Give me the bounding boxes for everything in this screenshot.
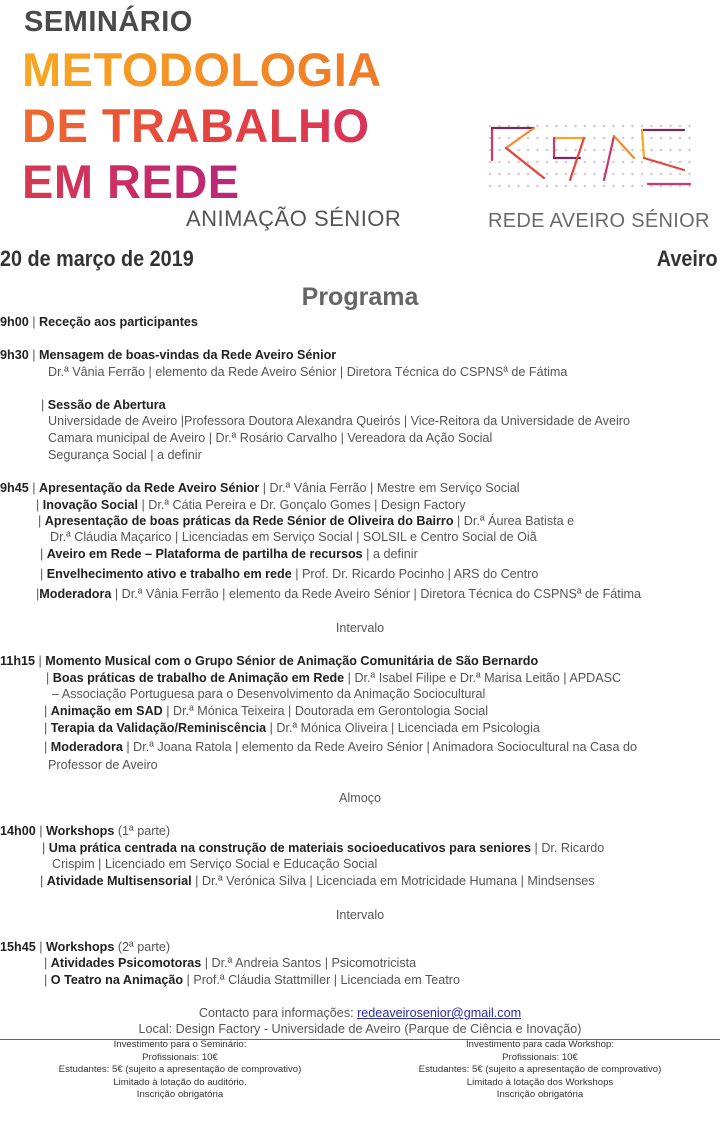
logo-dot: [565, 125, 568, 128]
logo-dot: [612, 149, 615, 152]
contact-email-link[interactable]: redeaveirosenior@gmail.com: [357, 1006, 522, 1020]
logo-dot: [527, 161, 530, 164]
workshop-investment: Investimento para cada Workshop: Profissionais: 10€ Estudantes: 5€ (sujeito a apresentação de comprovativo) Limitado à lotação dos Workshops Inscrição obrigatória: [418, 1039, 662, 1100]
rede-aveiro-logo-icon: [484, 118, 696, 194]
logo-dot: [584, 149, 587, 152]
program-line: | Envelhecimento ativo e trabalho em rede | Prof. Dr. Ricardo Pocinho | ARS do Centro: [40, 567, 539, 581]
logo-text: REDE AVEIRO SÉNIOR: [488, 210, 710, 232]
logo-dot: [546, 173, 549, 176]
program-line: | Apresentação de boas práticas da Rede Sénior de Oliveira do Bairro | Dr.ª Áurea Batista e: [38, 514, 575, 528]
break-label: Intervalo: [335, 908, 385, 922]
logo-dot: [536, 149, 539, 152]
logo-dot: [508, 137, 511, 140]
program-line: | Atividade Multisensorial | Dr.ª Verónica Silva | Licenciada em Motricidade Humana | Mindsenses: [40, 874, 595, 888]
program-line: Segurança Social | a definir: [48, 448, 202, 462]
program-line: 15h45 | Workshops (2ª parte): [0, 940, 171, 954]
logo-dot: [688, 149, 691, 152]
logo-dot: [603, 161, 606, 164]
logo-dot: [679, 125, 682, 128]
logo-dot: [498, 173, 501, 176]
program-line: Camara municipal de Aveiro | Dr.ª Rosário Carvalho | Vereadora da Ação Social: [48, 431, 493, 445]
logo-dot: [546, 161, 549, 164]
logo-dot: [669, 173, 672, 176]
logo-dot: [631, 161, 634, 164]
logo-dot: [536, 161, 539, 164]
logo-dot: [565, 185, 568, 188]
logo-dot: [489, 161, 492, 164]
logo-dot: [679, 173, 682, 176]
logo-dot: [660, 149, 663, 152]
logo-dot: [527, 173, 530, 176]
logo-dot: [679, 161, 682, 164]
logo-dot: [593, 125, 596, 128]
logo-dot: [641, 185, 644, 188]
logo-dot: [555, 185, 558, 188]
program-line: 11h15 | Momento Musical com o Grupo Sénior de Animação Comunitária de São Bernardo: [0, 654, 539, 668]
logo-dot: [498, 137, 501, 140]
logo-dot: [593, 173, 596, 176]
logo-dot: [622, 137, 625, 140]
logo-dot: [603, 185, 606, 188]
program-line: | Terapia da Validação/Reminiscência | Dr.ª Mónica Oliveira | Licenciada em Psicologia: [44, 721, 540, 735]
logo-dot: [612, 161, 615, 164]
logo-dot: [593, 137, 596, 140]
logo-dot: [555, 149, 558, 152]
logo-dot: [688, 173, 691, 176]
title-line-2: DE TRABALHO: [22, 99, 370, 152]
logo-dot: [527, 185, 530, 188]
logo-dot: [555, 173, 558, 176]
logo-dot: [669, 149, 672, 152]
seminar-label: SEMINÁRIO: [24, 6, 193, 38]
venue-line: Local: Design Factory - Universidade de Aveiro (Parque de Ciência e Inovação): [138, 1022, 582, 1036]
logo-dot: [565, 161, 568, 164]
logo-dot: [508, 173, 511, 176]
logo-dot: [536, 137, 539, 140]
logo-dot: [669, 161, 672, 164]
logo-dot: [584, 173, 587, 176]
logo-dot: [669, 125, 672, 128]
logo-dot: [631, 137, 634, 140]
logo-dot: [508, 185, 511, 188]
logo-dot: [631, 125, 634, 128]
logo-dot: [622, 173, 625, 176]
program-line: | Moderadora | Dr.ª Joana Ratola | elemento da Rede Aveiro Sénior | Animadora Sociocultural na Casa do: [44, 740, 637, 754]
break-label: Intervalo: [335, 621, 385, 635]
logo-dot: [650, 137, 653, 140]
logo-dot: [584, 185, 587, 188]
logo-dot: [527, 149, 530, 152]
logo-dot: [517, 173, 520, 176]
logo-dot: [574, 185, 577, 188]
logo-dot: [517, 185, 520, 188]
logo-dot: [546, 149, 549, 152]
program-line: Dr.ª Cláudia Maçarico | Licenciadas em Serviço Social | SOLSIL e Centro Social de Oiã: [50, 530, 537, 544]
contact-line: Contacto para informações: redeaveirosenior@gmail.com: [198, 1006, 522, 1020]
logo-dot: [688, 161, 691, 164]
logo-dot: [603, 137, 606, 140]
logo-dot: [603, 149, 606, 152]
logo-dot: [679, 137, 682, 140]
program-title: Programa: [301, 283, 419, 311]
event-place: Aveiro: [657, 246, 718, 271]
logo-dot: [536, 185, 539, 188]
logo-dot: [660, 173, 663, 176]
logo-dot: [498, 185, 501, 188]
logo-dot: [555, 125, 558, 128]
logo-dot: [517, 149, 520, 152]
event-date: 20 de março de 2019: [0, 246, 194, 271]
logo-dot: [584, 125, 587, 128]
logo-dot: [546, 185, 549, 188]
logo-dot: [650, 125, 653, 128]
program-line: | Boas práticas de trabalho de Animação em Rede | Dr.ª Isabel Filipe e Dr.ª Marisa Leitão | APDASC: [46, 671, 622, 685]
logo-dot: [489, 173, 492, 176]
logo-dot: [612, 125, 615, 128]
logo-dot: [517, 161, 520, 164]
logo-dot: [631, 149, 634, 152]
logo-dot: [574, 173, 577, 176]
logo-dot: [536, 125, 539, 128]
logo-dot: [641, 173, 644, 176]
logo-dot: [603, 125, 606, 128]
program-line: | O Teatro na Animação | Prof.ª Cláudia Stattmiller | Licenciada em Teatro: [44, 973, 461, 987]
logo-dot: [622, 125, 625, 128]
program-line: | Animação em SAD | Dr.ª Mónica Teixeira | Doutorada em Gerontologia Social: [44, 704, 489, 718]
logo-dot: [612, 185, 615, 188]
logo-dot: [565, 173, 568, 176]
subtitle: ANIMAÇÃO SÉNIOR: [186, 206, 402, 231]
logo-dot: [688, 137, 691, 140]
program-line: | Uma prática centrada na construção de materiais socioeducativos para seniores | Dr. Ricardo: [42, 841, 605, 855]
logo-dot: [650, 149, 653, 152]
logo-dot: [593, 149, 596, 152]
seminar-investment: Investimento para o Seminário: Profissionais: 10€ Estudantes: 5€ (sujeito a apresentação de comprovativo) Limitado à lotação do auditório. Inscrição obrigatória: [58, 1039, 302, 1100]
program-line: Crispim | Licenciado em Serviço Social e Educação Social: [52, 857, 378, 871]
logo-dot: [584, 161, 587, 164]
logo-dot: [631, 173, 634, 176]
program-line: 9h00 | Receção aos participantes: [0, 315, 198, 329]
logo-dot: [641, 125, 644, 128]
logo-dot: [574, 149, 577, 152]
logo-dot: [489, 125, 492, 128]
program-line: Universidade de Aveiro |Professora Doutora Alexandra Queirós | Vice-Reitora da Universidade de Aveiro: [48, 414, 630, 428]
logo-dot: [546, 137, 549, 140]
logo-dot: [593, 161, 596, 164]
logo-dot: [660, 125, 663, 128]
logo-dot: [669, 137, 672, 140]
logo-dot: [660, 137, 663, 140]
logo-dot: [508, 161, 511, 164]
logo-dot: [574, 125, 577, 128]
logo-dot: [565, 149, 568, 152]
logo-dot: [631, 185, 634, 188]
logo-dot: [593, 185, 596, 188]
logo-dot: [641, 161, 644, 164]
program-line: Dr.ª Vânia Ferrão | elemento da Rede Aveiro Sénior | Diretora Técnica do CSPNSª de Fátima: [48, 365, 568, 379]
logo-dot: [498, 161, 501, 164]
program-line: 9h45 | Apresentação da Rede Aveiro Sénior | Dr.ª Vânia Ferrão | Mestre em Serviço Social: [0, 481, 520, 495]
logo-dot: [679, 149, 682, 152]
program-line: 9h30 | Mensagem de boas-vindas da Rede Aveiro Sénior: [0, 348, 337, 362]
logo-dot: [622, 185, 625, 188]
program-line: | Inovação Social | Dr.ª Cátia Pereira e Dr. Gonçalo Gomes | Design Factory: [36, 498, 466, 512]
title-line-3: EM REDE: [22, 155, 240, 208]
logo-dot: [612, 173, 615, 176]
logo-dot: [546, 125, 549, 128]
program-line: | Aveiro em Rede – Plataforma de partilha de recursos | a definir: [40, 547, 418, 561]
logo-dot: [688, 125, 691, 128]
logo-dot: [498, 149, 501, 152]
program-line: – Associação Portuguesa para o Desenvolvimento da Animação Sociocultural: [52, 687, 486, 701]
program-line: |Moderadora | Dr.ª Vânia Ferrão | elemento da Rede Aveiro Sénior | Diretora Técnica do CSPNSª de Fátima: [36, 587, 642, 601]
logo-dot: [489, 185, 492, 188]
logo-dot: [650, 173, 653, 176]
title-line-1: METODOLOGIA: [22, 43, 382, 96]
program-line: | Sessão de Abertura: [41, 398, 166, 412]
logo-dot: [622, 149, 625, 152]
logo-dot: [622, 161, 625, 164]
program-line: 14h00 | Workshops (1ª parte): [0, 824, 171, 838]
program-line: | Atividades Psicomotoras | Dr.ª Andreia Santos | Psicomotricista: [44, 956, 417, 970]
lunch-label: Almoço: [339, 791, 381, 805]
logo-dot: [527, 137, 530, 140]
logo-dot: [555, 161, 558, 164]
program-line: Professor de Aveiro: [48, 758, 158, 772]
